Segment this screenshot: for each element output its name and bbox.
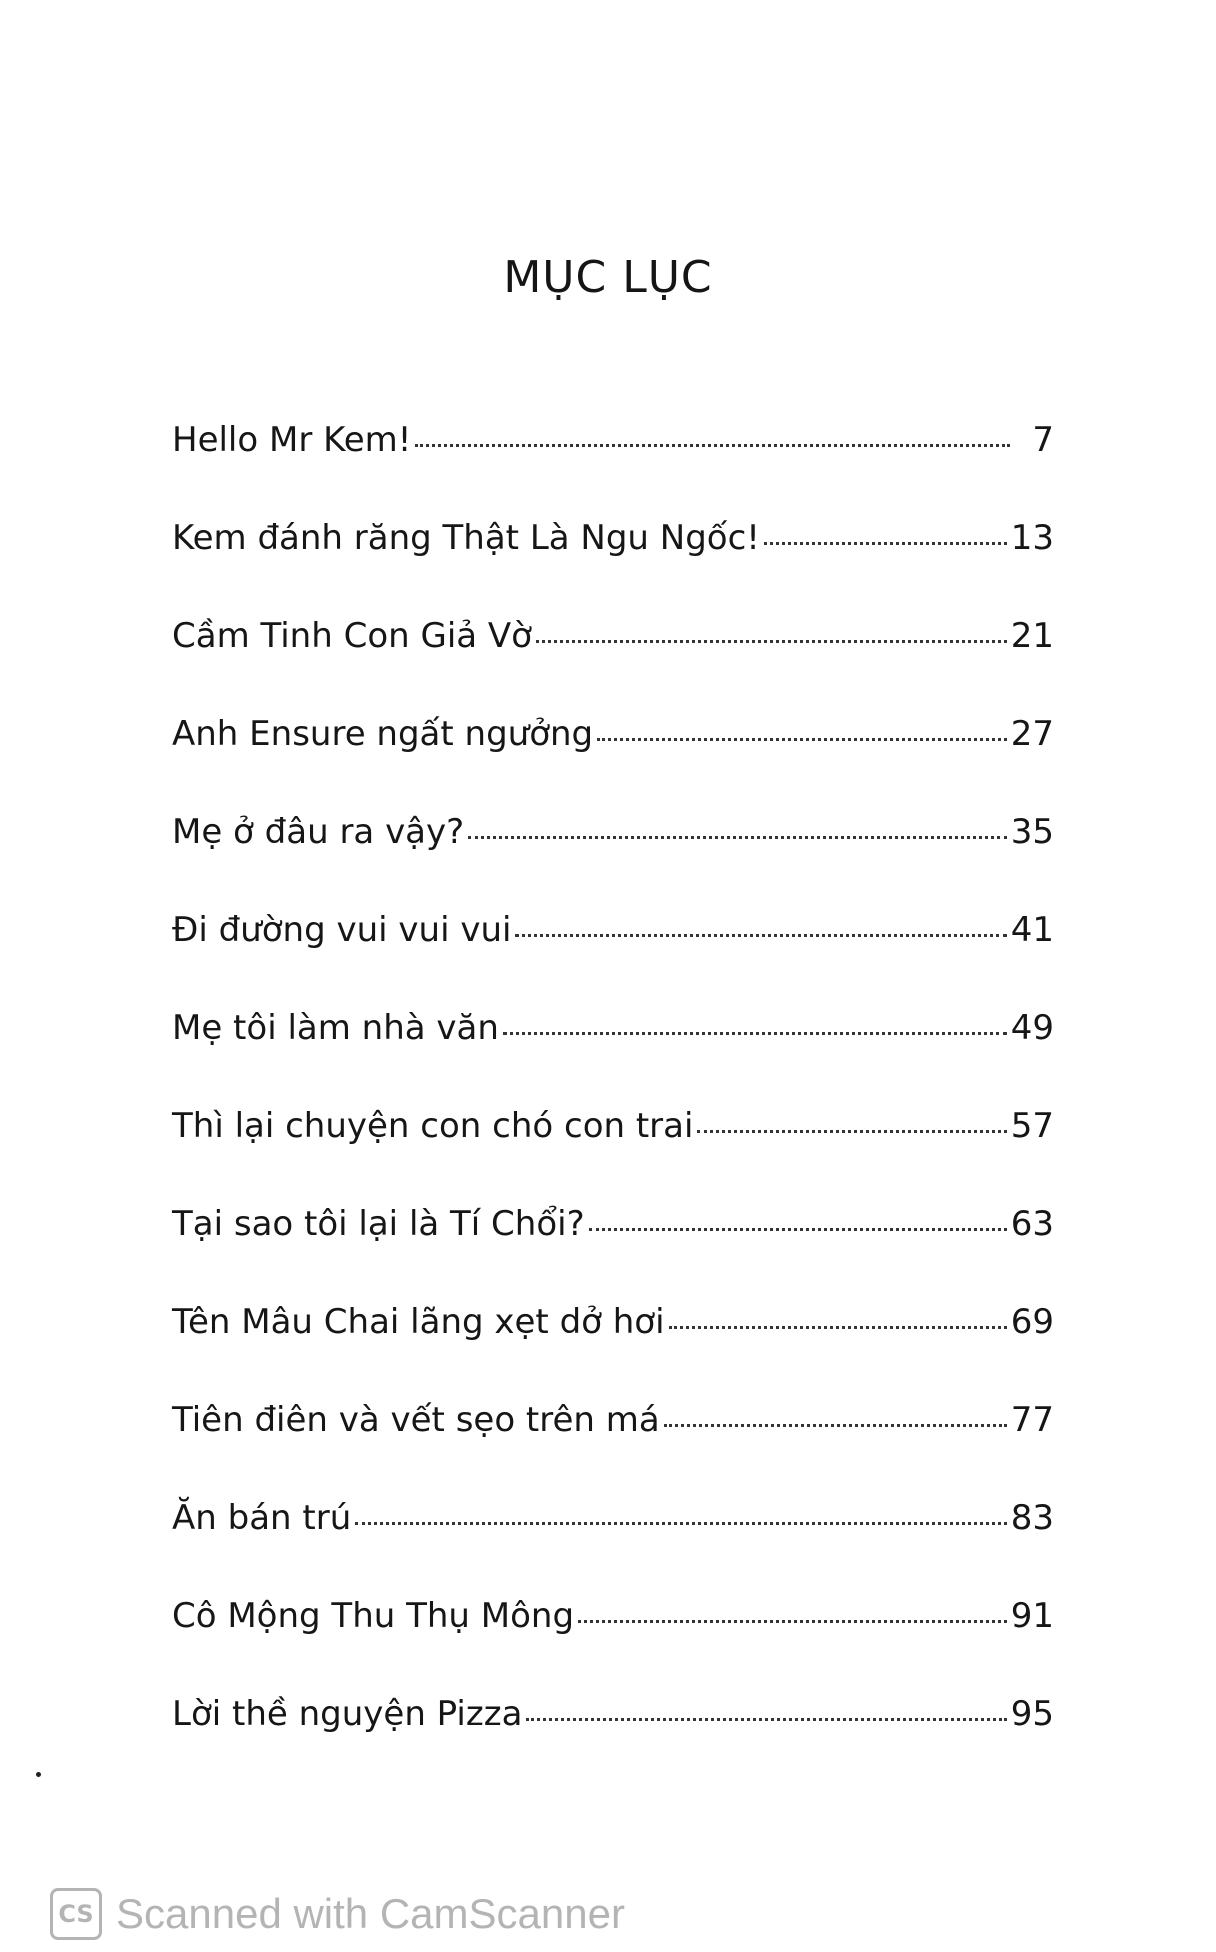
toc-entry xyxy=(172,1302,1054,1400)
toc-entry-page: 83 xyxy=(1010,1498,1054,1538)
toc-entry-page: 57 xyxy=(1010,1106,1054,1146)
toc-entry xyxy=(172,714,1054,812)
toc-entry-page: 95 xyxy=(1010,1694,1054,1734)
toc-entry-page: 21 xyxy=(1010,616,1054,656)
toc-entry-title: Cô Mộng Thu Thụ Mông xyxy=(172,1596,575,1636)
toc-leader-dots xyxy=(669,1326,1007,1329)
toc-leader-dots xyxy=(597,738,1007,741)
toc-entry xyxy=(172,1694,1054,1792)
page-title: MỤC LỤC xyxy=(503,252,713,303)
toc-entry-page: 13 xyxy=(1010,518,1054,558)
toc-entry-title: Mẹ tôi làm nhà văn xyxy=(172,1008,499,1048)
toc-entry-title: Cầm Tinh Con Giả Vờ xyxy=(172,616,532,656)
toc-entry-title: Hello Mr Kem! xyxy=(172,420,412,460)
toc-leader-dots xyxy=(697,1130,1006,1133)
toc-leader-dots xyxy=(589,1228,1007,1231)
toc-leader-dots xyxy=(664,1424,1007,1427)
toc-leader-dots xyxy=(764,542,1007,545)
toc-leader-dots xyxy=(468,836,1007,839)
toc-entry xyxy=(172,1008,1054,1106)
toc-entry xyxy=(172,1498,1054,1596)
toc-entry-page: 91 xyxy=(1010,1596,1054,1636)
toc-entry-page: 41 xyxy=(1010,910,1054,950)
toc-entry-title: Tên Mâu Chai lãng xẹt dở hơi xyxy=(172,1302,665,1342)
camscanner-logo-icon: CS xyxy=(50,1888,102,1940)
toc-entry-page: 35 xyxy=(1010,812,1054,852)
toc-entry-title: Tiên điên và vết sẹo trên má xyxy=(172,1400,660,1440)
toc-leader-dots xyxy=(536,640,1007,643)
toc-entry xyxy=(172,1106,1054,1204)
toc-entry-page: 49 xyxy=(1010,1008,1054,1048)
toc-entry-title: Mẹ ở đâu ra vậy? xyxy=(172,812,465,852)
toc-entry xyxy=(172,1596,1054,1694)
toc-leader-dots xyxy=(415,444,1010,447)
toc-entry-title: Đi đường vui vui vui xyxy=(172,910,512,950)
toc-entry-page: 69 xyxy=(1010,1302,1054,1342)
toc-leader-dots xyxy=(526,1718,1006,1721)
camscanner-watermark xyxy=(50,1888,625,1940)
toc-entry xyxy=(172,1400,1054,1498)
toc-entry-title: Lời thề nguyện Pizza xyxy=(172,1694,523,1734)
toc-entry xyxy=(172,518,1054,616)
scan-speck xyxy=(36,1772,41,1777)
toc-leader-dots xyxy=(355,1522,1006,1525)
toc-entry xyxy=(172,616,1054,714)
toc-entry xyxy=(172,812,1054,910)
toc-entry-page: 77 xyxy=(1010,1400,1054,1440)
toc-entry-page: 7 xyxy=(1032,420,1054,460)
toc-entry-title: Anh Ensure ngất ngưởng xyxy=(172,714,594,754)
toc-entry-title: Tại sao tôi lại là Tí Chổi? xyxy=(172,1204,585,1244)
toc-entry xyxy=(172,910,1054,1008)
toc-leader-dots xyxy=(503,1032,1007,1035)
toc-leader-dots xyxy=(515,934,1006,937)
toc-leader-dots xyxy=(578,1620,1007,1623)
toc-entry-page: 27 xyxy=(1010,714,1054,754)
toc-entry-title: Kem đánh răng Thật Là Ngu Ngốc! xyxy=(172,518,760,558)
toc-entry-title: Thì lại chuyện con chó con trai xyxy=(172,1106,694,1146)
watermark-text: Scanned with CamScanner xyxy=(116,1890,625,1937)
table-of-contents xyxy=(172,420,1054,1792)
toc-entry-page: 63 xyxy=(1010,1204,1054,1244)
toc-entry-title: Ăn bán trú xyxy=(172,1498,352,1538)
toc-entry xyxy=(172,420,1054,518)
toc-entry xyxy=(172,1204,1054,1302)
